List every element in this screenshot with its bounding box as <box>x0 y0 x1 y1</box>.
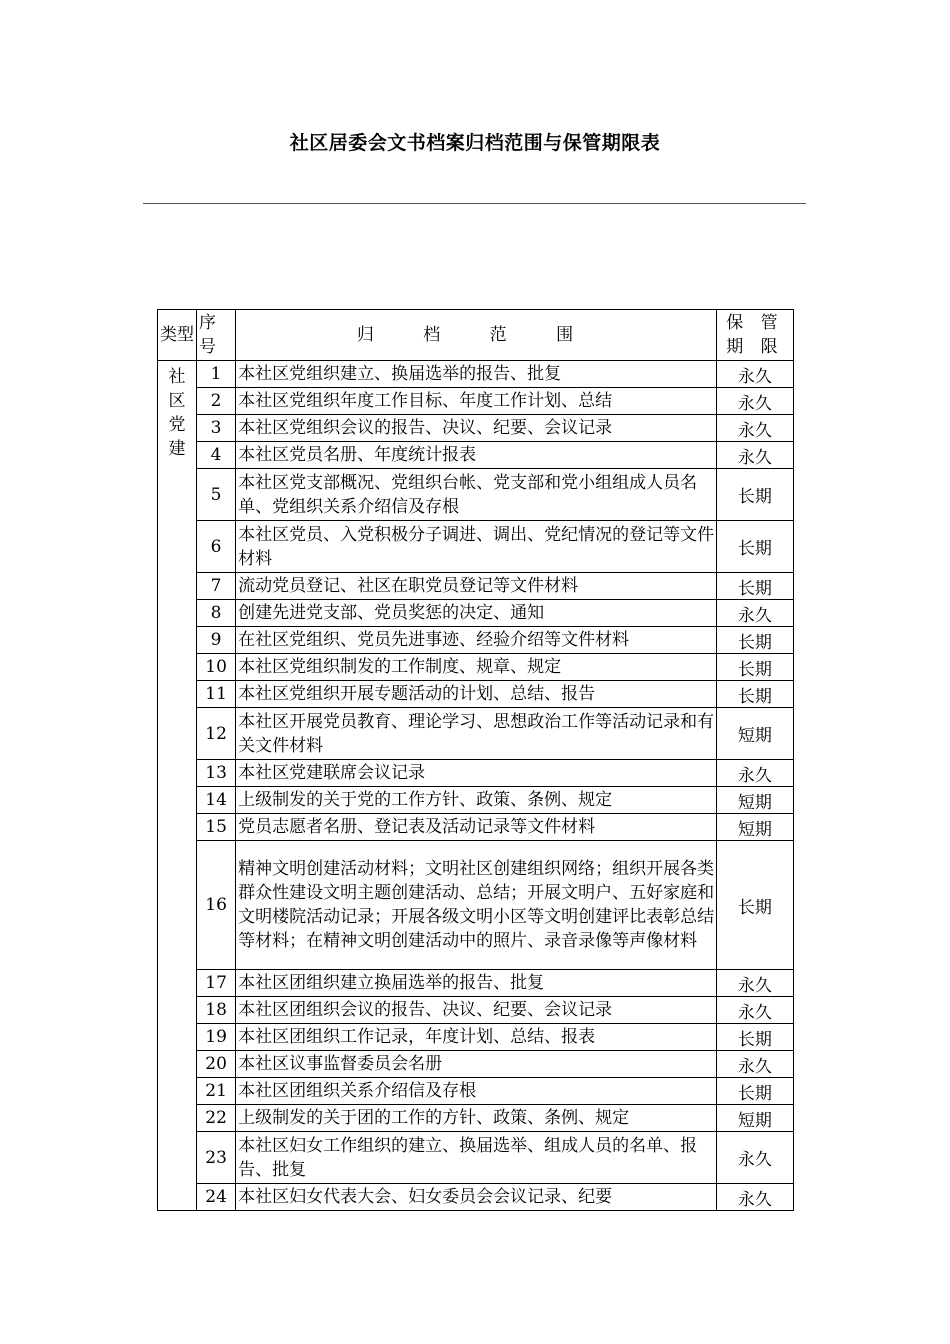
table-row <box>158 787 794 814</box>
row-retention: 短期 <box>716 814 793 841</box>
row-description: 本社区党组织建立、换届选举的报告、批复 <box>236 361 717 388</box>
table-row <box>158 442 794 469</box>
row-description: 本社区团组织建立换届选举的报告、批复 <box>236 970 717 997</box>
table-row <box>158 1051 794 1078</box>
row-description: 本社区党建联席会议记录 <box>236 760 717 787</box>
row-number: 17 <box>197 970 236 997</box>
table-row <box>158 814 794 841</box>
row-number: 14 <box>197 787 236 814</box>
header-no-line2: 号 <box>199 337 217 357</box>
table-row <box>158 681 794 708</box>
header-no <box>197 310 236 361</box>
row-number: 4 <box>197 442 236 469</box>
table-row <box>158 760 794 787</box>
row-retention: 长期 <box>716 573 793 600</box>
table-row <box>158 415 794 442</box>
row-retention: 永久 <box>716 361 793 388</box>
header-type: 类型 <box>158 310 197 361</box>
row-retention: 永久 <box>716 600 793 627</box>
row-number: 10 <box>197 654 236 681</box>
row-number: 22 <box>197 1105 236 1132</box>
row-description: 上级制发的关于党的工作方针、政策、条例、规定 <box>236 787 717 814</box>
title-divider <box>143 203 806 204</box>
row-description: 本社区团组织会议的报告、决议、纪要、会议记录 <box>236 997 717 1024</box>
row-retention: 长期 <box>716 841 793 970</box>
table-row <box>158 600 794 627</box>
row-description: 本社区党员、入党积极分子调进、调出、党纪情况的登记等文件材料 <box>236 521 717 573</box>
row-description: 本社区妇女工作组织的建立、换届选举、组成人员的名单、报告、批复 <box>236 1132 717 1184</box>
row-retention: 短期 <box>716 787 793 814</box>
row-retention: 长期 <box>716 627 793 654</box>
row-number: 12 <box>197 708 236 760</box>
row-number: 6 <box>197 521 236 573</box>
table-row <box>158 970 794 997</box>
row-description: 本社区团组织关系介绍信及存根 <box>236 1078 717 1105</box>
row-retention: 永久 <box>716 760 793 787</box>
row-retention: 长期 <box>716 654 793 681</box>
row-number: 20 <box>197 1051 236 1078</box>
row-retention: 长期 <box>716 681 793 708</box>
row-description: 本社区团组织工作记录，年度计划、总结、报表 <box>236 1024 717 1051</box>
row-description: 本社区党组织年度工作目标、年度工作计划、总结 <box>236 388 717 415</box>
header-desc: 归 档 范 围 <box>236 310 717 361</box>
row-number: 8 <box>197 600 236 627</box>
row-retention: 长期 <box>716 521 793 573</box>
header-keep-line1: 保 管 <box>726 313 784 333</box>
category-cell: 社区党建 <box>158 361 197 1211</box>
document-title: 社区居委会文书档案归档范围与保管期限表 <box>289 132 661 154</box>
row-number: 24 <box>197 1184 236 1211</box>
table-row <box>158 627 794 654</box>
row-number: 5 <box>197 469 236 521</box>
row-number: 23 <box>197 1132 236 1184</box>
archive-table <box>157 309 794 1211</box>
row-description: 本社区党组织制发的工作制度、规章、规定 <box>236 654 717 681</box>
table-row <box>158 841 794 970</box>
row-number: 21 <box>197 1078 236 1105</box>
header-no-line1: 序 <box>199 313 217 333</box>
row-description: 本社区开展党员教育、理论学习、思想政治工作等活动记录和有关文件材料 <box>236 708 717 760</box>
table-row <box>158 708 794 760</box>
header-keep-line2: 期 限 <box>726 337 784 357</box>
row-retention: 长期 <box>716 1024 793 1051</box>
row-number: 13 <box>197 760 236 787</box>
row-number: 19 <box>197 1024 236 1051</box>
table-row <box>158 1184 794 1211</box>
table-row <box>158 1078 794 1105</box>
table-body <box>158 361 794 1211</box>
row-description: 本社区党支部概况、党组织台帐、党支部和党小组组成人员名单、党组织关系介绍信及存根 <box>236 469 717 521</box>
table-row <box>158 997 794 1024</box>
row-description: 创建先进党支部、党员奖惩的决定、通知 <box>236 600 717 627</box>
table-row <box>158 1024 794 1051</box>
row-number: 18 <box>197 997 236 1024</box>
row-retention: 永久 <box>716 997 793 1024</box>
row-retention: 永久 <box>716 970 793 997</box>
row-number: 15 <box>197 814 236 841</box>
row-retention: 短期 <box>716 708 793 760</box>
row-number: 9 <box>197 627 236 654</box>
table-row <box>158 1105 794 1132</box>
row-description: 本社区党员名册、年度统计报表 <box>236 442 717 469</box>
row-description: 在社区党组织、党员先进事迹、经验介绍等文件材料 <box>236 627 717 654</box>
row-retention: 长期 <box>716 469 793 521</box>
row-retention: 短期 <box>716 1105 793 1132</box>
row-number: 1 <box>197 361 236 388</box>
row-retention: 永久 <box>716 388 793 415</box>
row-description: 上级制发的关于团的工作的方针、政策、条例、规定 <box>236 1105 717 1132</box>
row-retention: 永久 <box>716 1132 793 1184</box>
row-description: 精神文明创建活动材料；文明社区创建组织网络；组织开展各类群众性建设文明主题创建活动、总结；开展文明户、五好家庭和文明楼院活动记录；开展各级文明小区等文明创建评比表彰总结等材料；在精神文明创建活动中的照片、录音录像等声像材料 <box>236 841 717 970</box>
row-description: 本社区妇女代表大会、妇女委员会会议记录、纪要 <box>236 1184 717 1211</box>
row-retention: 永久 <box>716 1051 793 1078</box>
table-row <box>158 388 794 415</box>
row-description: 流动党员登记、社区在职党员登记等文件材料 <box>236 573 717 600</box>
row-description: 本社区党组织会议的报告、决议、纪要、会议记录 <box>236 415 717 442</box>
table-row <box>158 521 794 573</box>
row-retention: 永久 <box>716 442 793 469</box>
row-retention: 长期 <box>716 1078 793 1105</box>
row-number: 11 <box>197 681 236 708</box>
header-keep <box>716 310 793 361</box>
table-row <box>158 573 794 600</box>
row-number: 16 <box>197 841 236 970</box>
row-description: 党员志愿者名册、登记表及活动记录等文件材料 <box>236 814 717 841</box>
row-description: 本社区党组织开展专题活动的计划、总结、报告 <box>236 681 717 708</box>
row-retention: 永久 <box>716 415 793 442</box>
row-description: 本社区议事监督委员会名册 <box>236 1051 717 1078</box>
table-row <box>158 469 794 521</box>
row-retention: 永久 <box>716 1184 793 1211</box>
row-number: 3 <box>197 415 236 442</box>
row-number: 7 <box>197 573 236 600</box>
table-row <box>158 361 794 388</box>
table-row <box>158 654 794 681</box>
row-number: 2 <box>197 388 236 415</box>
table-row <box>158 1132 794 1184</box>
